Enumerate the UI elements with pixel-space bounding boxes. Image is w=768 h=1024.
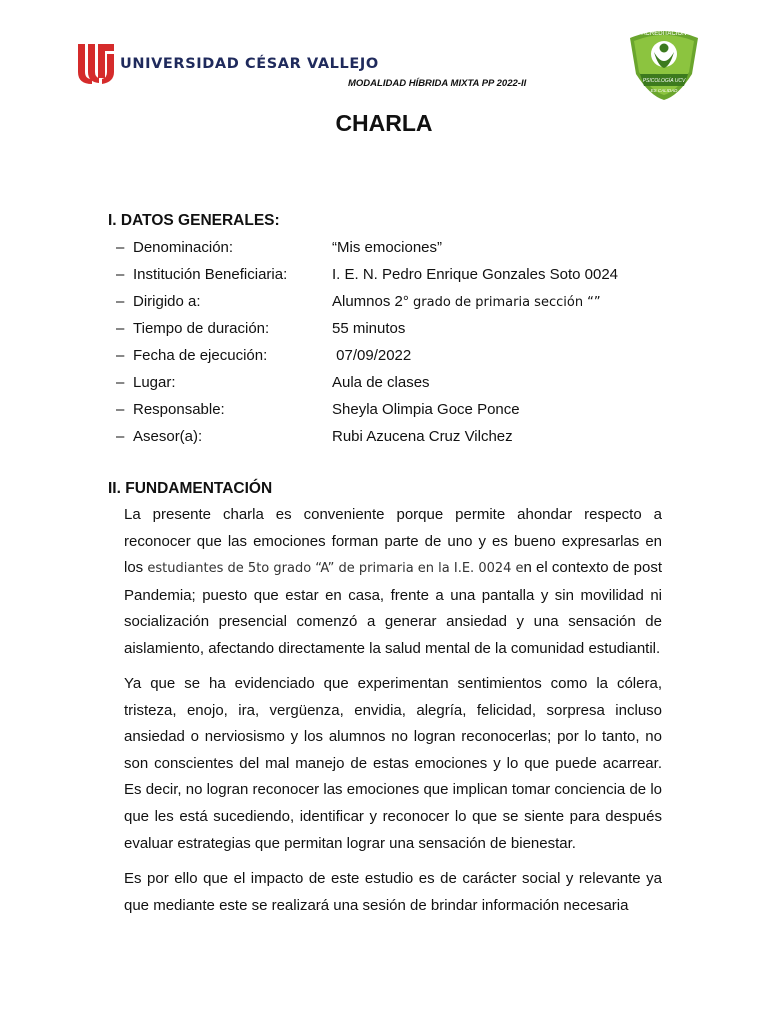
section-datos-generales-heading: I. DATOS GENERALES: bbox=[108, 212, 280, 229]
field-value: 07/09/2022 bbox=[332, 347, 412, 364]
paragraph bbox=[124, 502, 662, 663]
section-fundamentacion-heading: II. FUNDAMENTACIÓN bbox=[108, 480, 273, 497]
paragraph-clip bbox=[124, 866, 662, 922]
field-label: Tiempo de duración: bbox=[133, 320, 270, 337]
accreditation-seal-icon bbox=[626, 24, 702, 102]
document-title: CHARLA bbox=[335, 110, 433, 136]
page-header bbox=[0, 0, 768, 110]
ucv-logo-icon bbox=[78, 42, 114, 84]
list-item bbox=[116, 288, 676, 315]
field-label: Fecha de ejecución: bbox=[133, 347, 268, 364]
list-item bbox=[116, 423, 676, 450]
dash-bullet: – bbox=[116, 347, 125, 364]
dash-bullet: – bbox=[116, 428, 125, 445]
list-item bbox=[116, 234, 676, 261]
field-value: 55 minutos bbox=[332, 320, 406, 337]
field-label: Institución Beneficiaria: bbox=[133, 266, 288, 283]
seal-top-text: ACREDITACIÓN bbox=[641, 31, 687, 37]
list-item bbox=[116, 396, 676, 423]
paragraph: Es por ello que el impacto de este estudio es de carácter social y relevante ya que mediante este se realizará una sesión de brindar información necesaria bbox=[124, 870, 662, 914]
field-value-part: Alumnos 2° bbox=[332, 293, 409, 310]
datos-generales-list bbox=[116, 234, 676, 450]
field-value-part: grado de primaria sección “” bbox=[408, 295, 601, 310]
paragraph-text: estudiantes de 5to grado “A” de primaria en la I.E. 0024 e bbox=[147, 561, 524, 577]
field-label: Denominación: bbox=[133, 239, 234, 256]
list-item bbox=[116, 261, 676, 288]
dash-bullet: – bbox=[116, 374, 125, 391]
university-name: UNIVERSIDAD CÉSAR VALLEJO bbox=[120, 56, 379, 72]
field-label: Responsable: bbox=[133, 401, 225, 418]
field-label: Lugar: bbox=[133, 374, 176, 391]
field-value: I. E. N. Pedro Enrique Gonzales Soto 0024 bbox=[332, 266, 619, 283]
list-item bbox=[116, 315, 676, 342]
paragraph: Ya que se ha evidenciado que experimentan sentimientos como la cólera, tristeza, enojo, ira, vergüenza, envidia, alegría, felicidad, sorpresa incluso ansiedad o nerviosismo y los alumnos no logran reconocerlas; por lo tanto, no son conscientes del mal manejo de estas emociones y lo que puede acarrear. Es decir, no logran reconocer las emociones que implican tomar conciencia de lo que les está sucediendo, identificar y reconocer lo que se siente para después evaluar estrategias que permitan lograr una sensación de bienestar. bbox=[124, 675, 662, 852]
dash-bullet: – bbox=[116, 320, 125, 337]
paragraph-text: n el contexto de post Pandemia; puesto que estar en casa, frente a una pantalla y sin movilidad ni socialización presencial comenzó a generar ansiedad y una sensación de aislamiento, afectando directamente la salud mental de la comunidad estudiantil. bbox=[124, 559, 662, 657]
field-value: Aula de clases bbox=[332, 374, 430, 391]
field-label: Asesor(a): bbox=[133, 428, 203, 445]
dash-bullet: – bbox=[116, 401, 125, 418]
modalidad-label: MODALIDAD HÍBRIDA MIXTA PP 2022-II bbox=[348, 78, 527, 89]
field-label: Dirigido a: bbox=[133, 293, 201, 310]
field-value: Sheyla Olimpia Goce Ponce bbox=[332, 401, 520, 418]
field-value bbox=[332, 288, 601, 316]
field-value: “Mis emociones” bbox=[332, 239, 443, 256]
seal-bottom-text: ES CALIDAD bbox=[650, 88, 678, 93]
field-value: Rubi Azucena Cruz Vilchez bbox=[332, 428, 513, 445]
paragraph-text: La presente charla es conveniente porque permite ahondar respecto a reconocer que las emociones forman parte de uno y es bueno expresarlas en los bbox=[124, 506, 662, 577]
dash-bullet: – bbox=[116, 266, 125, 283]
list-item bbox=[116, 342, 676, 369]
dash-bullet: – bbox=[116, 293, 125, 310]
seal-mid-text: PSICOLOGÍA UCV bbox=[642, 78, 686, 84]
dash-bullet: – bbox=[116, 239, 125, 256]
list-item bbox=[116, 369, 676, 396]
